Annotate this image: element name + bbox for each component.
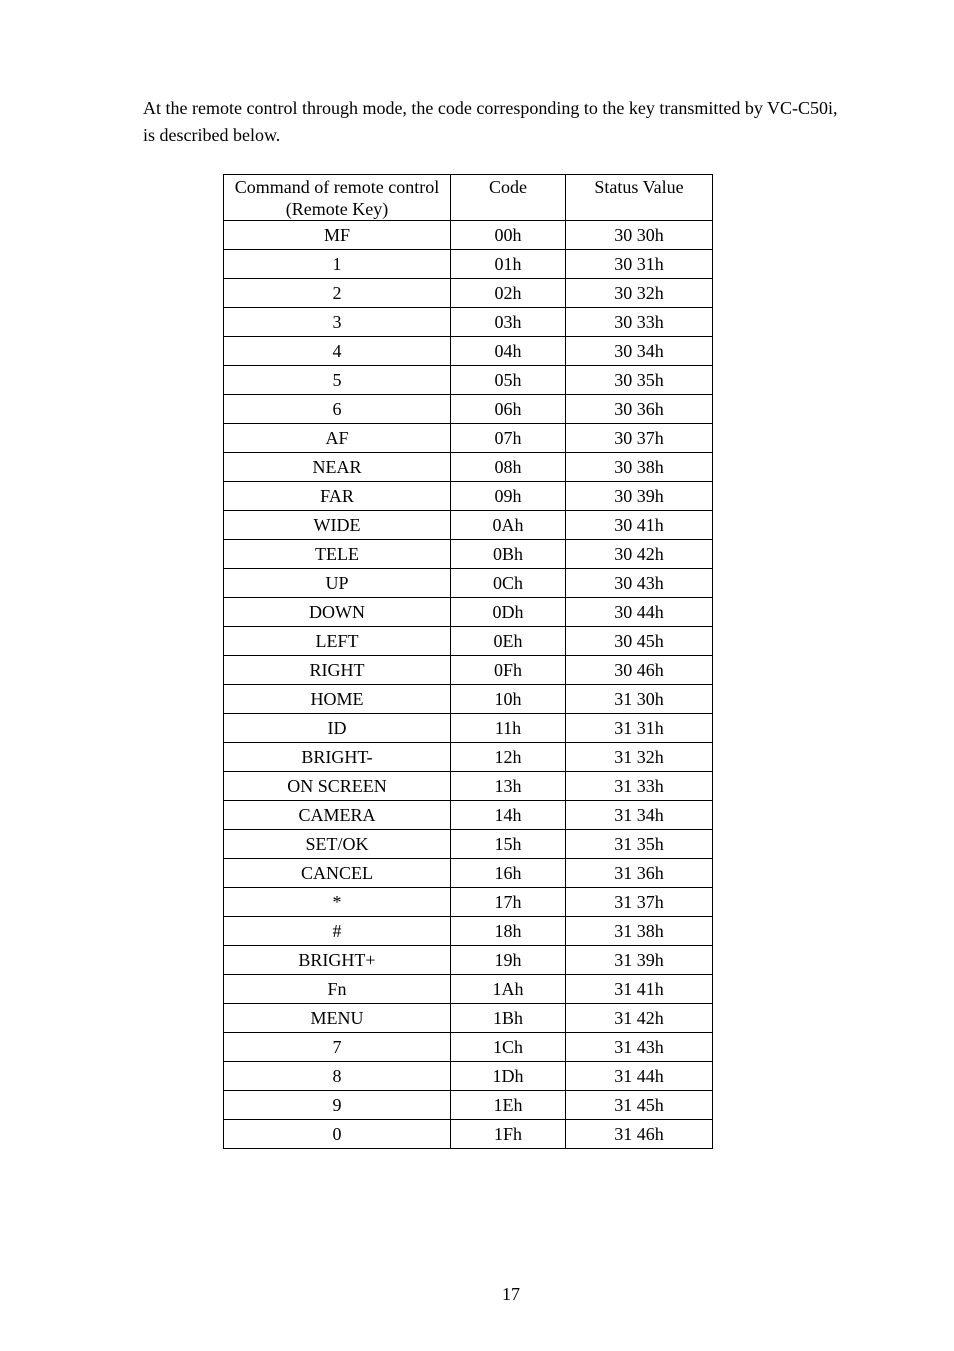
cell-remote-key: 4 xyxy=(224,337,451,366)
cell-status-value: 31 38h xyxy=(566,917,713,946)
cell-code: 03h xyxy=(451,308,566,337)
table-row xyxy=(224,221,713,250)
cell-remote-key: BRIGHT- xyxy=(224,743,451,772)
cell-code: 00h xyxy=(451,221,566,250)
table-row xyxy=(224,569,713,598)
intro-line-1: At the remote control through mode, the code corresponding to the key transmitted by VC-C50i, xyxy=(143,98,838,118)
cell-remote-key: DOWN xyxy=(224,598,451,627)
header-command-line-1: Command of remote control xyxy=(234,177,440,197)
cell-remote-key: AF xyxy=(224,424,451,453)
cell-code: 14h xyxy=(451,801,566,830)
cell-status-value: 30 35h xyxy=(566,366,713,395)
cell-code: 1Fh xyxy=(451,1120,566,1149)
cell-code: 06h xyxy=(451,395,566,424)
table-row xyxy=(224,1091,713,1120)
cell-code: 08h xyxy=(451,453,566,482)
cell-status-value: 30 36h xyxy=(566,395,713,424)
table-row xyxy=(224,743,713,772)
table-row xyxy=(224,250,713,279)
cell-code: 02h xyxy=(451,279,566,308)
cell-remote-key: ON SCREEN xyxy=(224,772,451,801)
table-row xyxy=(224,685,713,714)
cell-status-value: 31 44h xyxy=(566,1062,713,1091)
table-row xyxy=(224,1062,713,1091)
cell-code: 15h xyxy=(451,830,566,859)
cell-status-value: 31 37h xyxy=(566,888,713,917)
cell-remote-key: 7 xyxy=(224,1033,451,1062)
cell-code: 0Ah xyxy=(451,511,566,540)
table-row xyxy=(224,714,713,743)
cell-status-value: 31 30h xyxy=(566,685,713,714)
table-row xyxy=(224,308,713,337)
cell-status-value: 31 31h xyxy=(566,714,713,743)
cell-remote-key: * xyxy=(224,888,451,917)
cell-code: 1Ch xyxy=(451,1033,566,1062)
table-row xyxy=(224,482,713,511)
cell-code: 0Fh xyxy=(451,656,566,685)
table-row xyxy=(224,511,713,540)
cell-status-value: 31 46h xyxy=(566,1120,713,1149)
header-code: Code xyxy=(451,175,566,221)
table-row xyxy=(224,830,713,859)
cell-code: 04h xyxy=(451,337,566,366)
cell-status-value: 30 37h xyxy=(566,424,713,453)
cell-status-value: 31 36h xyxy=(566,859,713,888)
cell-status-value: 31 34h xyxy=(566,801,713,830)
header-status-value: Status Value xyxy=(566,175,713,221)
table-row xyxy=(224,540,713,569)
cell-remote-key: 8 xyxy=(224,1062,451,1091)
cell-remote-key: ID xyxy=(224,714,451,743)
table-row xyxy=(224,946,713,975)
cell-code: 07h xyxy=(451,424,566,453)
table-row xyxy=(224,395,713,424)
table-row xyxy=(224,801,713,830)
cell-status-value: 30 45h xyxy=(566,627,713,656)
table-row xyxy=(224,1004,713,1033)
cell-remote-key: FAR xyxy=(224,482,451,511)
table-row xyxy=(224,917,713,946)
cell-code: 0Ch xyxy=(451,569,566,598)
cell-status-value: 30 46h xyxy=(566,656,713,685)
cell-code: 0Dh xyxy=(451,598,566,627)
table-row xyxy=(224,859,713,888)
header-command xyxy=(224,175,451,221)
table-row xyxy=(224,337,713,366)
table-row xyxy=(224,656,713,685)
cell-code: 0Eh xyxy=(451,627,566,656)
intro-line-2: is described below. xyxy=(143,125,281,145)
cell-code: 19h xyxy=(451,946,566,975)
cell-remote-key: MF xyxy=(224,221,451,250)
table-body xyxy=(224,221,713,1149)
cell-status-value: 30 31h xyxy=(566,250,713,279)
cell-remote-key: CAMERA xyxy=(224,801,451,830)
cell-remote-key: RIGHT xyxy=(224,656,451,685)
table-row xyxy=(224,453,713,482)
cell-remote-key: 9 xyxy=(224,1091,451,1120)
table-row xyxy=(224,1033,713,1062)
cell-status-value: 31 41h xyxy=(566,975,713,1004)
cell-status-value: 31 33h xyxy=(566,772,713,801)
table-row xyxy=(224,888,713,917)
table-row xyxy=(224,279,713,308)
cell-code: 0Bh xyxy=(451,540,566,569)
cell-code: 1Bh xyxy=(451,1004,566,1033)
cell-code: 05h xyxy=(451,366,566,395)
cell-code: 16h xyxy=(451,859,566,888)
cell-status-value: 31 35h xyxy=(566,830,713,859)
cell-remote-key: TELE xyxy=(224,540,451,569)
cell-status-value: 30 32h xyxy=(566,279,713,308)
cell-status-value: 30 30h xyxy=(566,221,713,250)
cell-remote-key: Fn xyxy=(224,975,451,1004)
cell-remote-key: CANCEL xyxy=(224,859,451,888)
cell-remote-key: 5 xyxy=(224,366,451,395)
cell-remote-key: HOME xyxy=(224,685,451,714)
page-number: 17 xyxy=(502,1284,520,1304)
cell-remote-key: 2 xyxy=(224,279,451,308)
table-row xyxy=(224,772,713,801)
intro-paragraph xyxy=(143,95,903,149)
cell-status-value: 31 32h xyxy=(566,743,713,772)
cell-code: 1Eh xyxy=(451,1091,566,1120)
cell-code: 13h xyxy=(451,772,566,801)
table-row xyxy=(224,1120,713,1149)
cell-code: 09h xyxy=(451,482,566,511)
cell-remote-key: 1 xyxy=(224,250,451,279)
cell-code: 01h xyxy=(451,250,566,279)
cell-code: 18h xyxy=(451,917,566,946)
cell-remote-key: 3 xyxy=(224,308,451,337)
cell-status-value: 30 38h xyxy=(566,453,713,482)
cell-remote-key: UP xyxy=(224,569,451,598)
cell-code: 11h xyxy=(451,714,566,743)
header-command-line-2: (Remote Key) xyxy=(285,199,389,219)
table-row xyxy=(224,975,713,1004)
cell-remote-key: WIDE xyxy=(224,511,451,540)
cell-status-value: 30 33h xyxy=(566,308,713,337)
cell-code: 1Dh xyxy=(451,1062,566,1091)
cell-code: 1Ah xyxy=(451,975,566,1004)
cell-status-value: 31 43h xyxy=(566,1033,713,1062)
cell-status-value: 30 41h xyxy=(566,511,713,540)
cell-code: 10h xyxy=(451,685,566,714)
cell-status-value: 31 42h xyxy=(566,1004,713,1033)
table-row xyxy=(224,366,713,395)
cell-code: 17h xyxy=(451,888,566,917)
table-header-row xyxy=(224,175,713,221)
cell-status-value: 31 39h xyxy=(566,946,713,975)
cell-status-value: 30 44h xyxy=(566,598,713,627)
cell-remote-key: BRIGHT+ xyxy=(224,946,451,975)
cell-remote-key: LEFT xyxy=(224,627,451,656)
table-row xyxy=(224,424,713,453)
cell-remote-key: MENU xyxy=(224,1004,451,1033)
cell-remote-key: 6 xyxy=(224,395,451,424)
cell-status-value: 30 34h xyxy=(566,337,713,366)
cell-status-value: 31 45h xyxy=(566,1091,713,1120)
cell-remote-key: # xyxy=(224,917,451,946)
cell-code: 12h xyxy=(451,743,566,772)
cell-remote-key: SET/OK xyxy=(224,830,451,859)
table-row xyxy=(224,627,713,656)
cell-status-value: 30 43h xyxy=(566,569,713,598)
cell-status-value: 30 39h xyxy=(566,482,713,511)
cell-remote-key: 0 xyxy=(224,1120,451,1149)
remote-key-code-table xyxy=(223,174,713,1149)
cell-status-value: 30 42h xyxy=(566,540,713,569)
table-row xyxy=(224,598,713,627)
cell-remote-key: NEAR xyxy=(224,453,451,482)
